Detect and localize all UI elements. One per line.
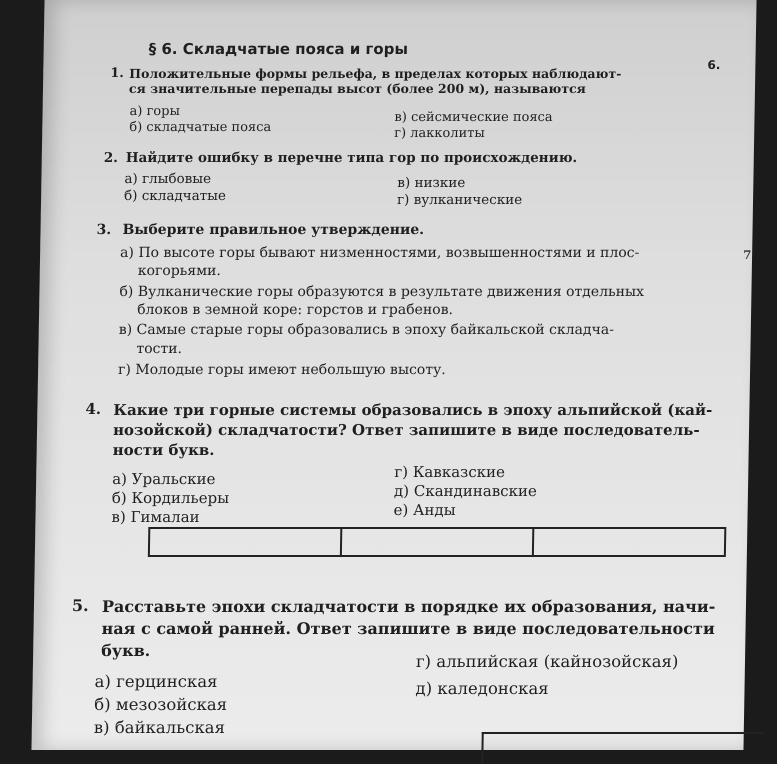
answer-option[interactable]: б) мезозойская xyxy=(94,695,228,714)
question-text: Найдите ошибку в перечне типа гор по происхождению. xyxy=(125,150,578,166)
answer-option[interactable]: а) глыбовые xyxy=(124,171,212,187)
question-text xyxy=(129,66,622,97)
question-line: нозойской) складчатости? Ответ запишите в виде последователь- xyxy=(112,421,700,439)
question-number: 4. xyxy=(85,400,102,418)
edge-mark: 7 xyxy=(742,248,752,262)
answer-option[interactable]: в) Самые старые горы образовались в эпоху байкальской складча- xyxy=(118,322,615,338)
answer-grid[interactable] xyxy=(148,527,727,557)
question-line: Какие три горные системы образовались в эпоху альпийской (кай- xyxy=(113,401,713,419)
answer-option[interactable]: в) Гималаи xyxy=(111,508,200,526)
question-text: Выберите правильное утверждение. xyxy=(122,222,425,238)
answer-option[interactable]: а) По высоте горы бывают низменностями, возвышенностями и плос- xyxy=(119,245,640,261)
answer-option[interactable]: д) Скандинавские xyxy=(393,482,538,500)
answer-option[interactable]: б) Вулканические горы образуются в результате движения отдельных xyxy=(119,284,645,300)
page-number: 6. xyxy=(707,58,721,72)
question-number: 5. xyxy=(71,596,89,615)
answer-option[interactable]: б) Кордильеры xyxy=(111,489,230,507)
answer-option[interactable]: б) складчатые пояса xyxy=(129,120,272,135)
answer-option[interactable]: в) низкие xyxy=(397,175,466,191)
answer-option[interactable]: г) альпийская (кайнозойская) xyxy=(415,652,679,671)
question-line: Положительные формы рельефа, в пределах которых наблюдают- xyxy=(129,66,622,81)
answer-option[interactable]: г) Кавказские xyxy=(394,463,506,481)
answer-cell[interactable] xyxy=(534,529,724,555)
answer-option[interactable]: д) каледонская xyxy=(415,679,549,698)
question-line: ности букв. xyxy=(112,441,215,459)
question-number: 1. xyxy=(110,66,124,81)
answer-cell[interactable] xyxy=(150,529,342,555)
answer-option[interactable]: е) Анды xyxy=(393,501,456,519)
answer-cell[interactable] xyxy=(342,529,534,555)
answer-option[interactable]: г) вулканические xyxy=(396,192,523,208)
answer-option-continuation: блоков в земной коре: горстов и грабенов. xyxy=(136,302,454,318)
question-line: ная с самой ранней. Ответ запишите в виде последовательности xyxy=(101,619,715,638)
answer-option[interactable]: в) сейсмические пояса xyxy=(394,110,553,125)
answer-option[interactable]: а) горы xyxy=(129,104,180,119)
answer-option[interactable]: б) складчатые xyxy=(123,188,227,204)
answer-option[interactable]: г) Молодые горы имеют небольшую высоту. xyxy=(117,362,446,378)
question-number: 3. xyxy=(96,222,112,238)
question-line: ся значительные перепады высот (более 200 м), называются xyxy=(128,81,587,97)
answer-grid-partial[interactable] xyxy=(481,732,764,764)
textbook-page xyxy=(31,0,756,750)
answer-option[interactable]: г) лакколиты xyxy=(394,126,485,141)
answer-option[interactable]: а) Уральские xyxy=(112,470,216,488)
question-number: 2. xyxy=(103,150,119,166)
answer-option-continuation: тости. xyxy=(136,341,183,357)
section-title: § 6. Складчатые пояса и горы xyxy=(148,40,409,58)
question-line: Расставьте эпохи складчатости в порядке их образования, начи- xyxy=(101,597,716,616)
question-text xyxy=(113,400,713,460)
answer-option[interactable]: а) герцинская xyxy=(94,672,218,691)
answer-option[interactable]: в) байкальская xyxy=(93,718,226,737)
answer-option-continuation: когорьями. xyxy=(137,263,221,279)
question-line: букв. xyxy=(101,641,151,660)
